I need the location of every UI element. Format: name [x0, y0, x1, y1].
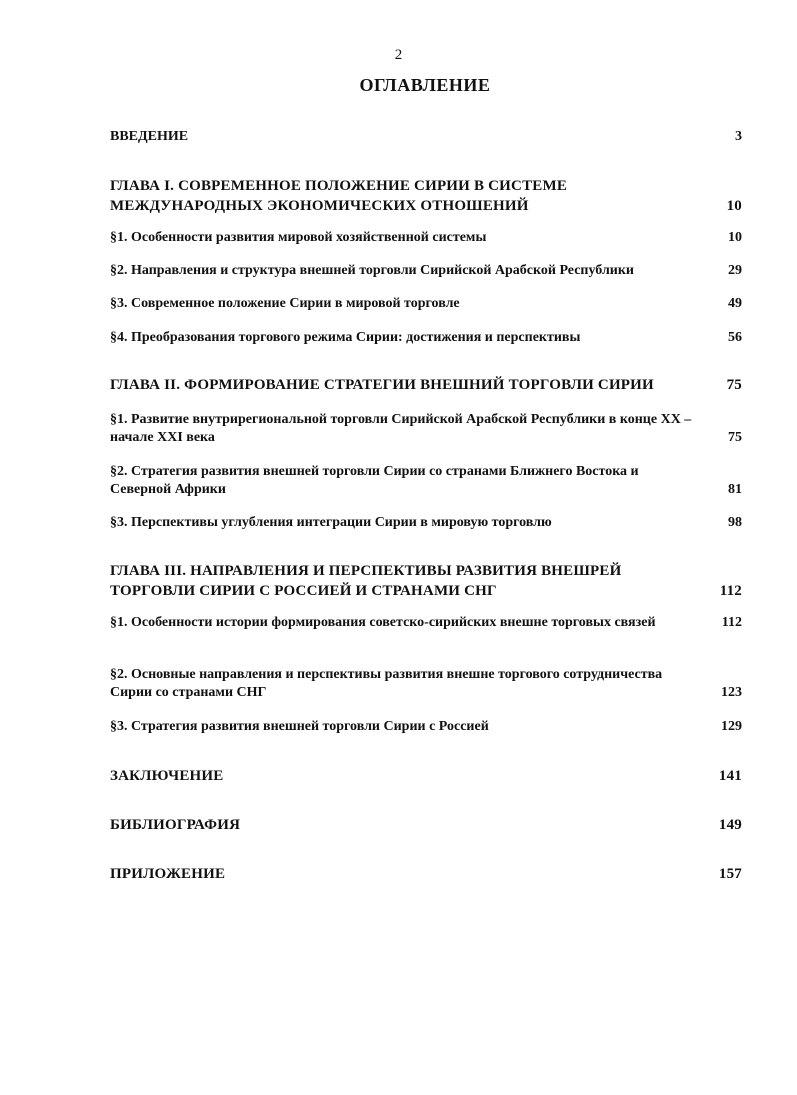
toc-entry-ch2-sec3[interactable]: [110, 514, 742, 532]
toc-entry-ch1-sec2[interactable]: [110, 262, 742, 280]
toc-entry-text: БИБЛИОГРАФИЯ: [110, 817, 241, 833]
toc-entry-page: 112: [721, 615, 742, 630]
toc-entry-text: §1. Развитие внутрирегиональной торговли Сирийской Арабской Республики в конце XX – начале XXI века: [110, 412, 692, 445]
toc-entry-chapter-2[interactable]: [110, 375, 742, 395]
toc-entry-ch2-sec1[interactable]: [110, 411, 742, 447]
toc-entry-page: 10: [728, 230, 742, 245]
page-title: ОГЛАВЛЕНИЕ: [359, 75, 491, 95]
toc-entry-page: 98: [728, 515, 742, 530]
toc-entry-page: 129: [721, 719, 742, 734]
toc-entry-text: ГЛАВА II. ФОРМИРОВАНИЕ СТРАТЕГИИ ВНЕШНИЙ ТОРГОВЛИ СИРИИ: [110, 377, 654, 393]
toc-entry-text: §3. Перспективы углубления интеграции Сирии в мировую торговлю: [110, 515, 552, 530]
toc-entry-page: 56: [728, 330, 742, 345]
toc-entry-text: ГЛАВА III. НАПРАВЛЕНИЯ И ПЕРСПЕКТИВЫ РАЗВИТИЯ ВНЕШРЕЙ ТОРГОВЛИ СИРИИ С РОССИЕЙ И СТРАНАМИ СНГ: [110, 563, 622, 599]
toc-entry-text: §2. Направления и структура внешней торговли Сирийской Арабской Республики: [110, 263, 634, 278]
toc-entry-page: 10: [726, 198, 742, 214]
toc-entry-ch3-sec1[interactable]: [110, 614, 742, 632]
toc-entry-ch2-sec2[interactable]: [110, 463, 742, 499]
toc-entry-chapter-3[interactable]: [110, 561, 742, 601]
toc-entry-text: §2. Стратегия развития внешней торговли Сирии со странами Ближнего Востока и Северной Африки: [110, 464, 639, 497]
toc-entry-page: 81: [728, 482, 742, 497]
toc-entry-text: ГЛАВА I. СОВРЕМЕННОЕ ПОЛОЖЕНИЕ СИРИИ В СИСТЕМЕ МЕЖДУНАРОДНЫХ ЭКОНОМИЧЕСКИХ ОТНОШЕНИЙ: [110, 178, 568, 214]
toc-entry-page: 3: [735, 129, 742, 144]
toc-entry-introduction[interactable]: [110, 128, 742, 146]
toc-entry-page: 75: [728, 430, 742, 445]
toc-entry-page: 29: [728, 263, 742, 278]
toc-entry-page: 75: [726, 377, 742, 393]
toc-entry-page: 123: [721, 685, 742, 700]
toc-entry-text: §1. Особенности развития мировой хозяйственной системы: [110, 230, 487, 245]
toc-entry-ch1-sec4[interactable]: [110, 329, 742, 347]
toc-entry-page: 49: [728, 296, 742, 311]
toc-entry-page: 112: [719, 583, 742, 599]
toc-entry-page: 149: [718, 817, 742, 833]
toc-entry-ch1-sec3[interactable]: [110, 295, 742, 313]
toc-entry-page: 157: [718, 866, 742, 882]
page-number: 2: [394, 47, 403, 63]
toc-entry-ch3-sec3[interactable]: [110, 718, 742, 736]
toc-entry-text: ВВЕДЕНИЕ: [110, 129, 189, 144]
toc-entry-appendix[interactable]: [110, 864, 742, 884]
toc-entry-text: §4. Преобразования торгового режима Сирии: достижения и перспективы: [110, 330, 581, 345]
toc-entry-bibliography[interactable]: [110, 815, 742, 835]
toc-entry-ch1-sec1[interactable]: [110, 229, 742, 247]
toc-entry-text: ЗАКЛЮЧЕНИЕ: [110, 768, 224, 784]
toc-entry-page: 141: [718, 768, 742, 784]
toc-entry-text: §1. Особенности истории формирования советско-сирийских внешне торговых связей: [110, 615, 656, 630]
toc-entry-chapter-1[interactable]: [110, 176, 742, 216]
toc-entry-text: §2. Основные направления и перспективы развития внешне торгового сотрудничества Сирии со странами СНГ: [110, 667, 663, 700]
toc-entry-text: ПРИЛОЖЕНИЕ: [110, 866, 226, 882]
toc-entry-ch3-sec2[interactable]: [110, 666, 742, 702]
toc-entry-text: §3. Современное положение Сирии в мировой торговле: [110, 296, 460, 311]
toc-entry-conclusion[interactable]: [110, 766, 742, 786]
toc-entry-text: §3. Стратегия развития внешней торговли Сирии с Россией: [110, 719, 489, 734]
